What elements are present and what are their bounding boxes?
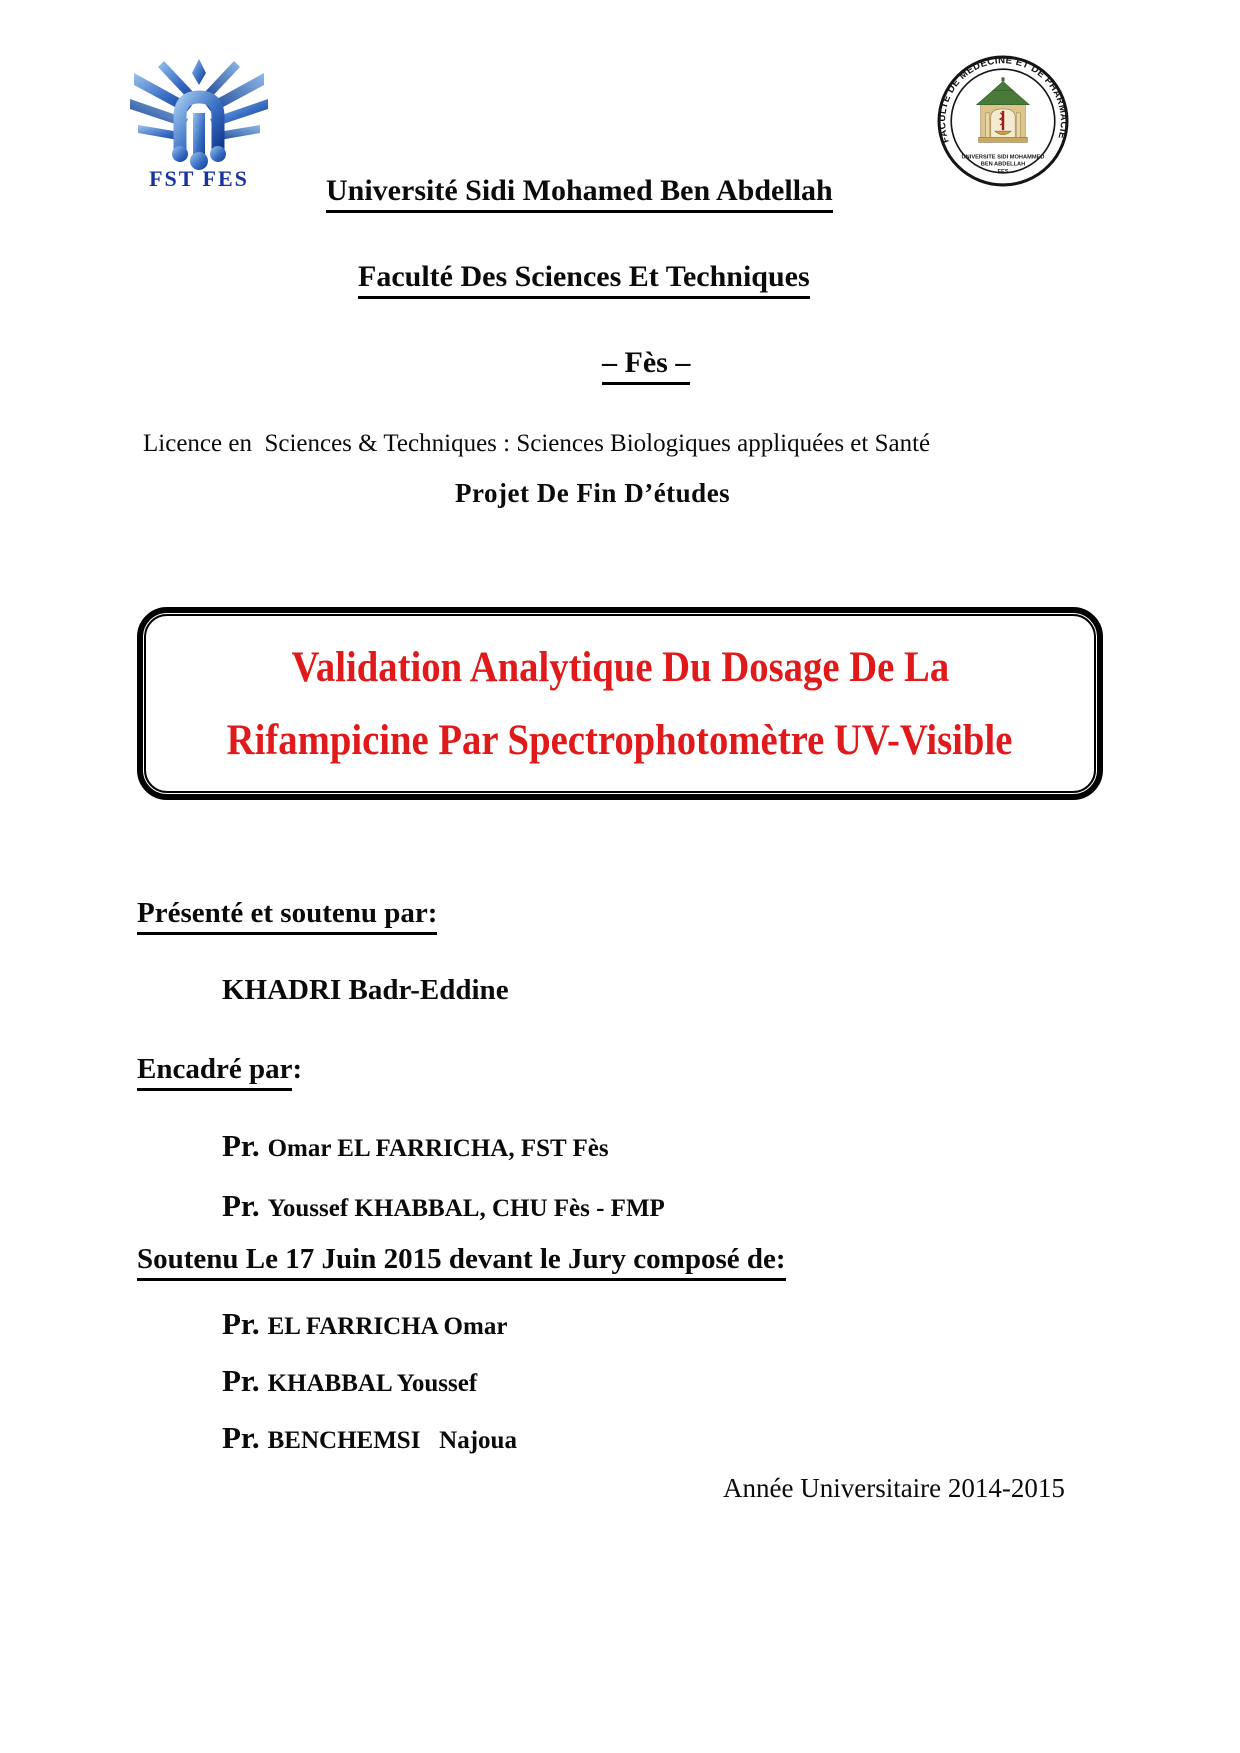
fmp-seal-logo xyxy=(936,53,1070,189)
fst-logo-label: FST FES xyxy=(149,166,249,191)
advisor-1-prefix: Pr. xyxy=(222,1128,260,1163)
degree-line: Licence en Sciences & Techniques : Sciences Biologiques appliquées et Santé xyxy=(143,430,931,457)
project-type: Projet De Fin D’études xyxy=(455,478,731,508)
city-name: – Fès – xyxy=(572,312,690,419)
defense-label: Soutenu Le 17 Juin 2015 devant le Jury composé de: xyxy=(137,1243,786,1281)
fst-fes-logo-graphic xyxy=(128,55,270,193)
seal-ring-text: FACULTE DE MEDECINE ET DE PHARMACIE xyxy=(937,55,1069,145)
advisor-row-2 xyxy=(222,1188,665,1224)
advisor-1-name: Omar EL FARRICHA, FST Fès xyxy=(267,1135,609,1162)
seal-footer-line2: BEN ABDELLAH xyxy=(980,161,1026,168)
seal-footer-line1: UNIVERSITE SIDI MOHAMMED xyxy=(961,154,1045,161)
jury-row-2 xyxy=(222,1363,477,1399)
author-name: KHADRI Badr-Eddine xyxy=(222,974,509,1006)
university-name: Université Sidi Mohamed Ben Abdellah xyxy=(296,140,833,247)
jury-row-3 xyxy=(222,1420,517,1456)
jury-2-name: KHABBAL Youssef xyxy=(267,1370,478,1397)
fst-logo-arch xyxy=(172,97,226,170)
thesis-title-line2: Rifampicine Par Spectrophotomètre UV-Visible xyxy=(227,716,1013,764)
jury-2-prefix: Pr. xyxy=(222,1363,260,1398)
jury-1-name: EL FARRICHA Omar xyxy=(267,1313,508,1340)
jury-1-prefix: Pr. xyxy=(222,1306,260,1341)
thesis-title-box-inner xyxy=(144,614,1096,793)
advisor-2-name: Youssef KHABBAL, CHU Fès - FMP xyxy=(267,1195,665,1222)
fmp-seal-graphic xyxy=(936,53,1070,189)
thesis-title-line1: Validation Analytique Du Dosage De La xyxy=(291,643,949,691)
advisor-2-prefix: Pr. xyxy=(222,1188,260,1223)
faculty-name: Faculté Des Sciences Et Techniques xyxy=(328,226,810,333)
seal-footer-line3: FES xyxy=(997,168,1009,175)
advisor-label: Encadré par: xyxy=(137,1053,302,1091)
advisor-row-1 xyxy=(222,1128,609,1164)
academic-year: Année Universitaire 2014-2015 xyxy=(723,1473,1065,1503)
jury-row-1 xyxy=(222,1306,507,1342)
fst-fes-logo xyxy=(128,55,270,193)
jury-3-prefix: Pr. xyxy=(222,1420,260,1455)
presented-by-label: Présenté et soutenu par: xyxy=(137,897,437,935)
jury-3-name: BENCHEMSI Najoua xyxy=(267,1427,517,1454)
thesis-title-box xyxy=(137,607,1103,800)
